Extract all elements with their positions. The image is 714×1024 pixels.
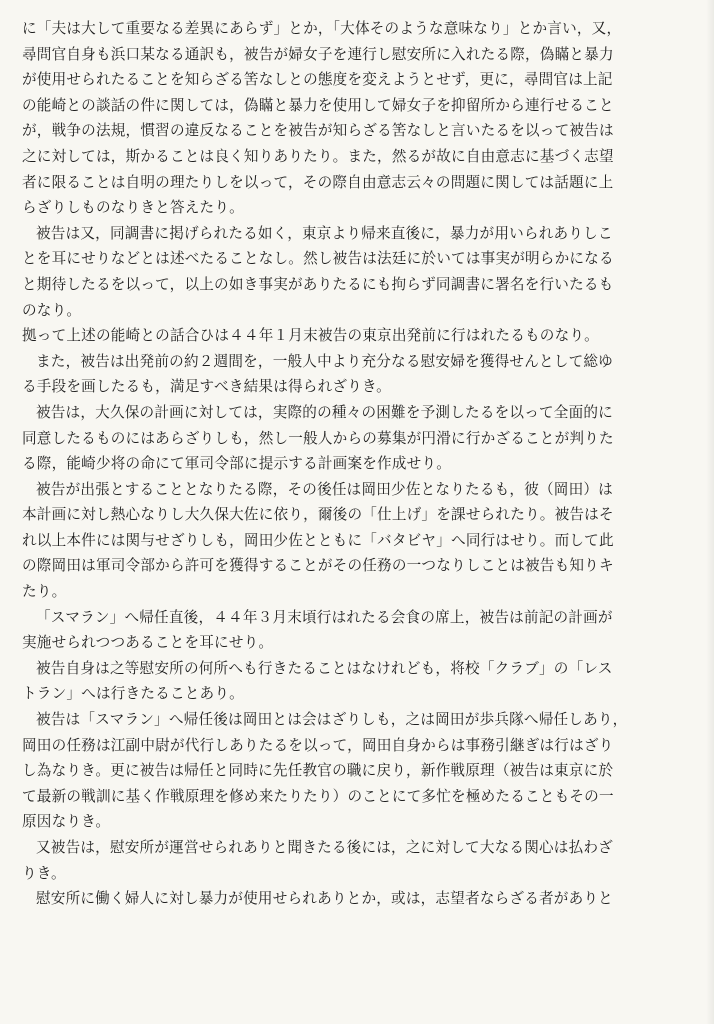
text-line: る手段を画したるも，満足すべき結果は得られざりき。 bbox=[22, 378, 391, 396]
text-line: 被告が出張とすることとなりたる際，その後任は岡田少佐となりたるも，彼（岡田）は bbox=[36, 480, 613, 498]
text-line: て最新の戦訓に基く作戦原理を修め来たりたり）のことにて多忙を極めたることもその一 bbox=[22, 787, 614, 805]
document-body bbox=[22, 16, 698, 912]
text-line: 慰安所に働く婦人に対し暴力が使用せられありとか，或は，志望者ならざる者がありと bbox=[36, 890, 613, 908]
text-line: 之に対しては，斯かることは良く知りありたり。また，然るが故に自由意志に基づく志望 bbox=[22, 147, 614, 165]
text-line: 「スマラン」へ帰任直後，４４年３月末頃行はれたる会食の席上，被告は前記の計画が bbox=[36, 608, 613, 626]
text-line: 同意したるものにはあらざりしも，然し一般人からの募集が円滑に行かざることが判りた bbox=[22, 429, 614, 447]
text-line: たり。 bbox=[22, 583, 67, 601]
text-line: 被告は「スマラン」へ帰任後は岡田とは会はざりしも，之は岡田が歩兵隊へ帰任しあり， bbox=[36, 711, 628, 729]
text-line: 被告自身は之等慰安所の何所へも行きたることはなけれども，将校「クラブ」の「レス bbox=[36, 659, 613, 677]
text-line: し為なりき。更に被告は帰任と同時に先任教官の職に戻り，新作戦原理（被告は東京に於 bbox=[22, 762, 614, 780]
text-line: のなり。 bbox=[22, 301, 82, 319]
text-line: 本計画に対し熱心なりし大久保大佐に依り，爾後の「仕上げ」を課せられたり。被告はそ bbox=[22, 506, 614, 524]
text-line: に「夫は大して重要なる差異にあらず」とか，「大体そのような意味なり」とか言い，又， bbox=[22, 20, 622, 37]
text-line: とを耳にせりなどとは述べたることなし。然し被告は法廷に於いては事実が明らかになる bbox=[22, 250, 614, 268]
page-edge-shadow bbox=[706, 0, 714, 1024]
text-line: る際，能崎少将の命にて軍司令部に提示する計画案を作成せり。 bbox=[22, 455, 452, 473]
text-line: トラン」へは行きたることあり。 bbox=[22, 685, 244, 703]
text-line: が使用せられたることを知らざる筈なしとの態度を変えようとせず，更に，尋問官は上記 bbox=[22, 71, 613, 89]
text-line: の際岡田は軍司令部から許可を獲得することがその任務の一つなりしことは被告も知りキ bbox=[22, 557, 614, 575]
text-line: 原因なりき。 bbox=[22, 813, 111, 831]
text-line: りき。 bbox=[22, 864, 66, 882]
text-line: らざりしものなりきと答えたり。 bbox=[22, 199, 244, 217]
text-line: また，被告は出発前の約２週間を，一般人中より充分なる慰安婦を獲得せんとして総ゆ bbox=[36, 352, 613, 370]
text-line: の能崎との談話の件に関しては，偽瞞と暴力を使用して婦女子を抑留所から連行せること bbox=[22, 96, 614, 114]
text-line: れ以上本件には関与せざりしも，岡田少佐とともに「バタビヤ」へ同行はせり。而して此 bbox=[22, 531, 614, 549]
text-line: が，戦争の法規，慣習の違反なることを被告が知らざる筈なしと言いたるを以って被告は bbox=[22, 122, 614, 140]
text-line: 者に限ることは自明の理たりしを以って，その際自由意志云々の問題に関しては話題に上 bbox=[22, 173, 614, 191]
text-line: 岡田の任務は江副中尉が代行しありたるを以って，岡田自身からは事務引継ぎは行はざり bbox=[22, 736, 614, 754]
text-line: 実施せられつつあることを耳にせり。 bbox=[22, 634, 274, 652]
text-line: 尋問官自身も浜口某なる通訳も，被告が婦女子を連行し慰安所に入れたる際，偽瞞と暴力 bbox=[22, 45, 614, 63]
text-line: 被告は，大久保の計画に対しては，実際的の種々の困難を予測したるを以って全面的に bbox=[36, 403, 613, 421]
text-line: 又被告は，慰安所が運営せられありと聞きたる後には，之に対して大なる関心は払わざ bbox=[36, 839, 613, 856]
text-line: 被告は又，同調書に掲げられたる如く，東京より帰来直後に，暴力が用いられありしこ bbox=[36, 224, 613, 242]
text-line: と期待したるを以って，以上の如き事実がありたるにも拘らず同調書に署名を行いたるも bbox=[22, 275, 614, 293]
text-line: 拠って上述の能崎との話合ひは４４年１月末被告の東京出発前に行はれたるものなり。 bbox=[22, 327, 599, 345]
